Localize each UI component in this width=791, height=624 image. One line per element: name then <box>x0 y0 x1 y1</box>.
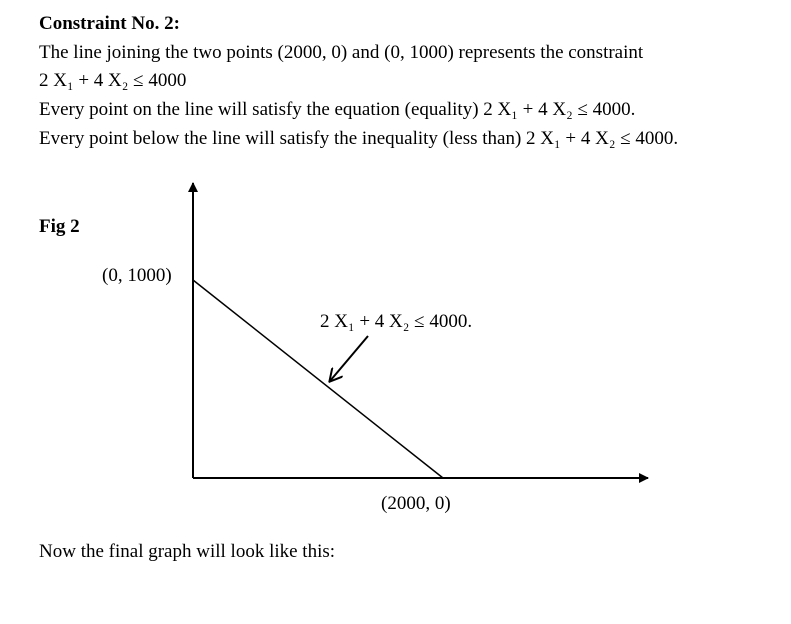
y-intercept-label: (0, 1000) <box>102 265 172 286</box>
x-intercept-label: (2000, 0) <box>381 493 451 514</box>
pointer-arrow <box>330 336 368 381</box>
constraint-line <box>193 280 443 478</box>
section-heading: Constraint No. 2: <box>39 13 180 34</box>
paragraph-line-2: 2 X₁ + 4 X₂ ≤ 4000 <box>39 70 187 91</box>
paragraph-line-3: Every point on the line will satisfy the equation (equality) 2 X₁ + 4 X₂ ≤ 4000. <box>39 99 636 120</box>
paragraph-line-4: Every point below the line will satisfy the inequality (less than) 2 X₁ + 4 X₂ ≤ 4000. <box>39 128 679 149</box>
constraint-label: 2 X₁ + 4 X₂ ≤ 4000. <box>320 311 473 332</box>
figure-label: Fig 2 <box>39 216 80 237</box>
paragraph-line-1: The line joining the two points (2000, 0) and (0, 1000) represents the constraint <box>39 42 644 63</box>
footer-text: Now the final graph will look like this: <box>39 541 336 562</box>
